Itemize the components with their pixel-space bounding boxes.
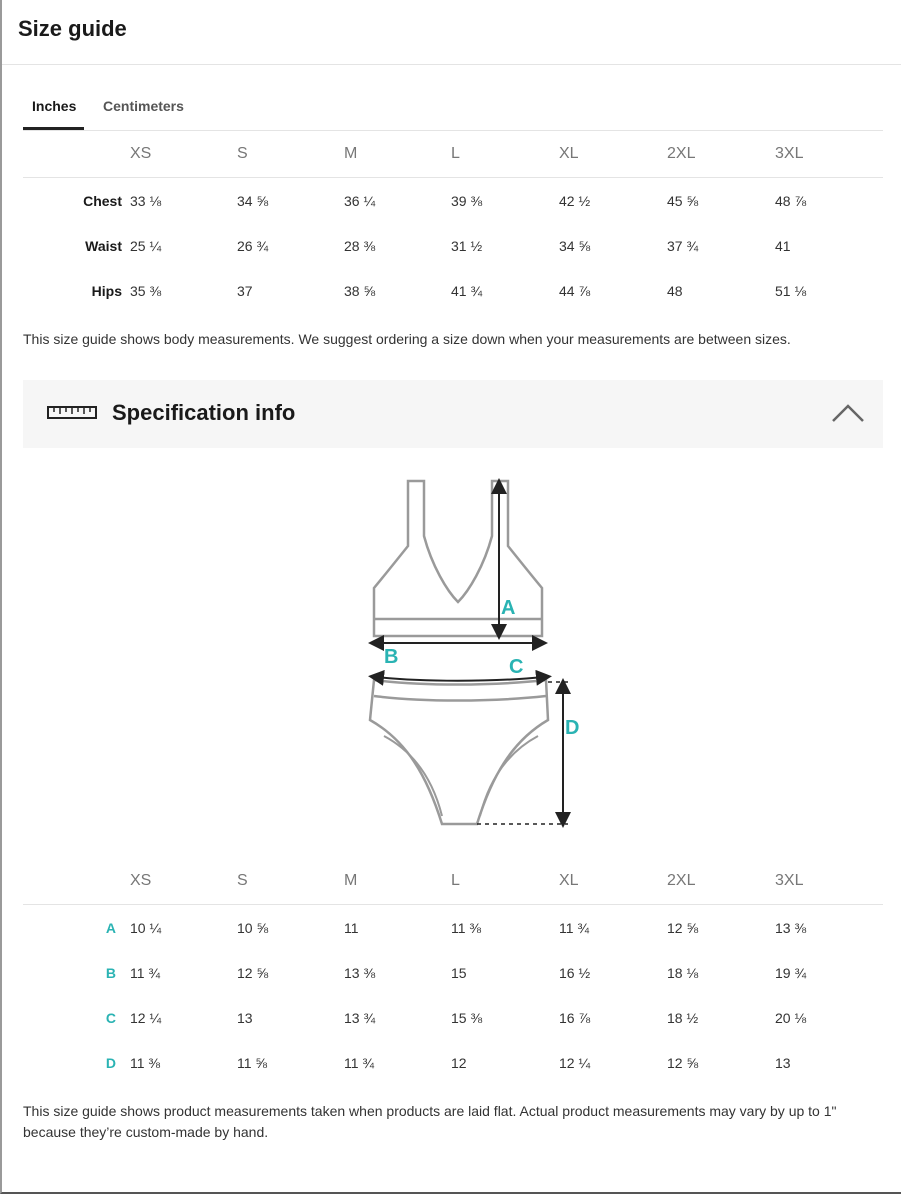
table-cell: 16 ½ [559,964,591,981]
table-cell: 41 [775,237,791,254]
size-header: S [237,131,344,178]
table-cell: 12 ¼ [559,1054,591,1071]
table-cell: 31 ½ [451,237,483,254]
label-b: B [384,646,399,668]
corner-cell [23,858,130,905]
table-cell: 48 [667,282,683,299]
table-cell: 18 ⅛ [667,964,699,981]
table-cell: 13 ⅜ [775,919,807,936]
table-cell: 15 [451,964,467,981]
table-cell: 19 ¾ [775,964,807,981]
table-cell: 13 ⅜ [344,964,376,981]
table-cell: 28 ⅜ [344,237,376,254]
table-cell: 34 ⅝ [559,237,591,254]
table-cell: 13 [237,1009,253,1026]
table-row [23,905,883,951]
row-label: A [105,919,116,936]
dialog-header [2,0,901,65]
size-header: L [451,131,559,178]
table-cell: 11 ¾ [559,919,590,936]
table-cell: 42 ½ [559,192,591,209]
bikini-top-outline [374,481,542,636]
dialog-title: Size guide [18,16,127,41]
table-row [23,178,883,224]
ruler-icon [47,405,97,421]
row-label: C [105,1009,116,1026]
size-header: M [344,131,451,178]
table-cell: 33 ⅛ [130,192,162,209]
table-cell: 37 ¾ [667,237,699,254]
body-measurements-note: This size guide shows body measurements. We suggest ordering a size down when your measurements are between sizes. [23,331,791,347]
table-cell: 16 ⅞ [559,1009,591,1026]
table-cell: 26 ¾ [237,237,269,254]
size-header: 2XL [667,131,775,178]
table-cell: 18 ½ [667,1009,699,1026]
table-cell: 15 ⅜ [451,1009,483,1026]
table-row [23,223,883,268]
bikini-measurement-diagram [362,476,582,832]
size-header: S [237,858,344,905]
table-header-row [23,858,883,905]
table-cell: 11 [344,919,359,936]
table-row [23,995,883,1040]
table-row [23,1040,883,1085]
corner-cell [23,131,130,178]
size-header: XL [559,131,667,178]
row-label: B [105,964,116,981]
product-measurements-table [23,858,883,1085]
size-header: 3XL [775,131,883,178]
table-cell: 10 ¼ [130,919,162,936]
table-cell: 12 [451,1054,467,1071]
label-c: C [509,656,524,678]
table-cell: 11 ¾ [130,964,161,981]
table-cell: 37 [237,282,253,299]
row-label: Hips [91,282,122,299]
table-cell: 35 ⅜ [130,282,162,299]
row-label: D [105,1054,116,1071]
table-cell: 36 ¼ [344,192,376,209]
row-label: Waist [85,237,122,254]
size-header: XL [559,858,667,905]
table-cell: 51 ⅛ [775,282,807,299]
table-header-row [23,131,883,178]
table-row [23,950,883,995]
size-header: 2XL [667,858,775,905]
table-cell: 10 ⅝ [237,919,269,936]
row-label: Chest [83,192,122,209]
table-cell: 12 ⅝ [667,919,699,936]
table-cell: 48 ⅞ [775,192,807,209]
table-cell: 25 ¼ [130,237,162,254]
table-cell: 11 ⅝ [237,1054,268,1071]
table-cell: 39 ⅜ [451,192,483,209]
body-measurements-table [23,131,883,313]
table-cell: 11 ¾ [344,1054,375,1071]
table-cell: 13 ¾ [344,1009,376,1026]
table-cell: 34 ⅝ [237,192,269,209]
table-cell: 41 ¾ [451,282,483,299]
size-header: 3XL [775,858,883,905]
table-row [23,268,883,313]
table-cell: 44 ⅞ [559,282,591,299]
table-cell: 38 ⅝ [344,282,376,299]
size-header: XS [130,131,237,178]
label-a: A [501,597,516,619]
table-cell: 20 ⅛ [775,1009,807,1026]
label-d: D [565,717,580,739]
product-measurements-note: This size guide shows product measurements taken when products are laid flat. Actual product measurements may vary by up to 1" because they’re custom-made by hand. [23,1103,837,1140]
table-cell: 11 ⅜ [451,919,482,936]
specification-info-header[interactable] [23,380,883,448]
unit-tabs [23,84,883,131]
size-header: XS [130,858,237,905]
size-header: M [344,858,451,905]
tab-centimeters[interactable]: Centimeters [103,98,184,114]
table-cell: 12 ¼ [130,1009,162,1026]
table-cell: 45 ⅝ [667,192,699,209]
table-cell: 12 ⅝ [237,964,269,981]
size-header: L [451,858,559,905]
table-cell: 11 ⅜ [130,1054,161,1071]
active-tab-indicator [23,127,84,130]
table-cell: 13 [775,1054,791,1071]
specification-info-title: Specification info [112,400,296,425]
chevron-up-icon[interactable] [831,402,865,424]
tab-inches[interactable]: Inches [32,98,77,114]
table-cell: 12 ⅝ [667,1054,699,1071]
